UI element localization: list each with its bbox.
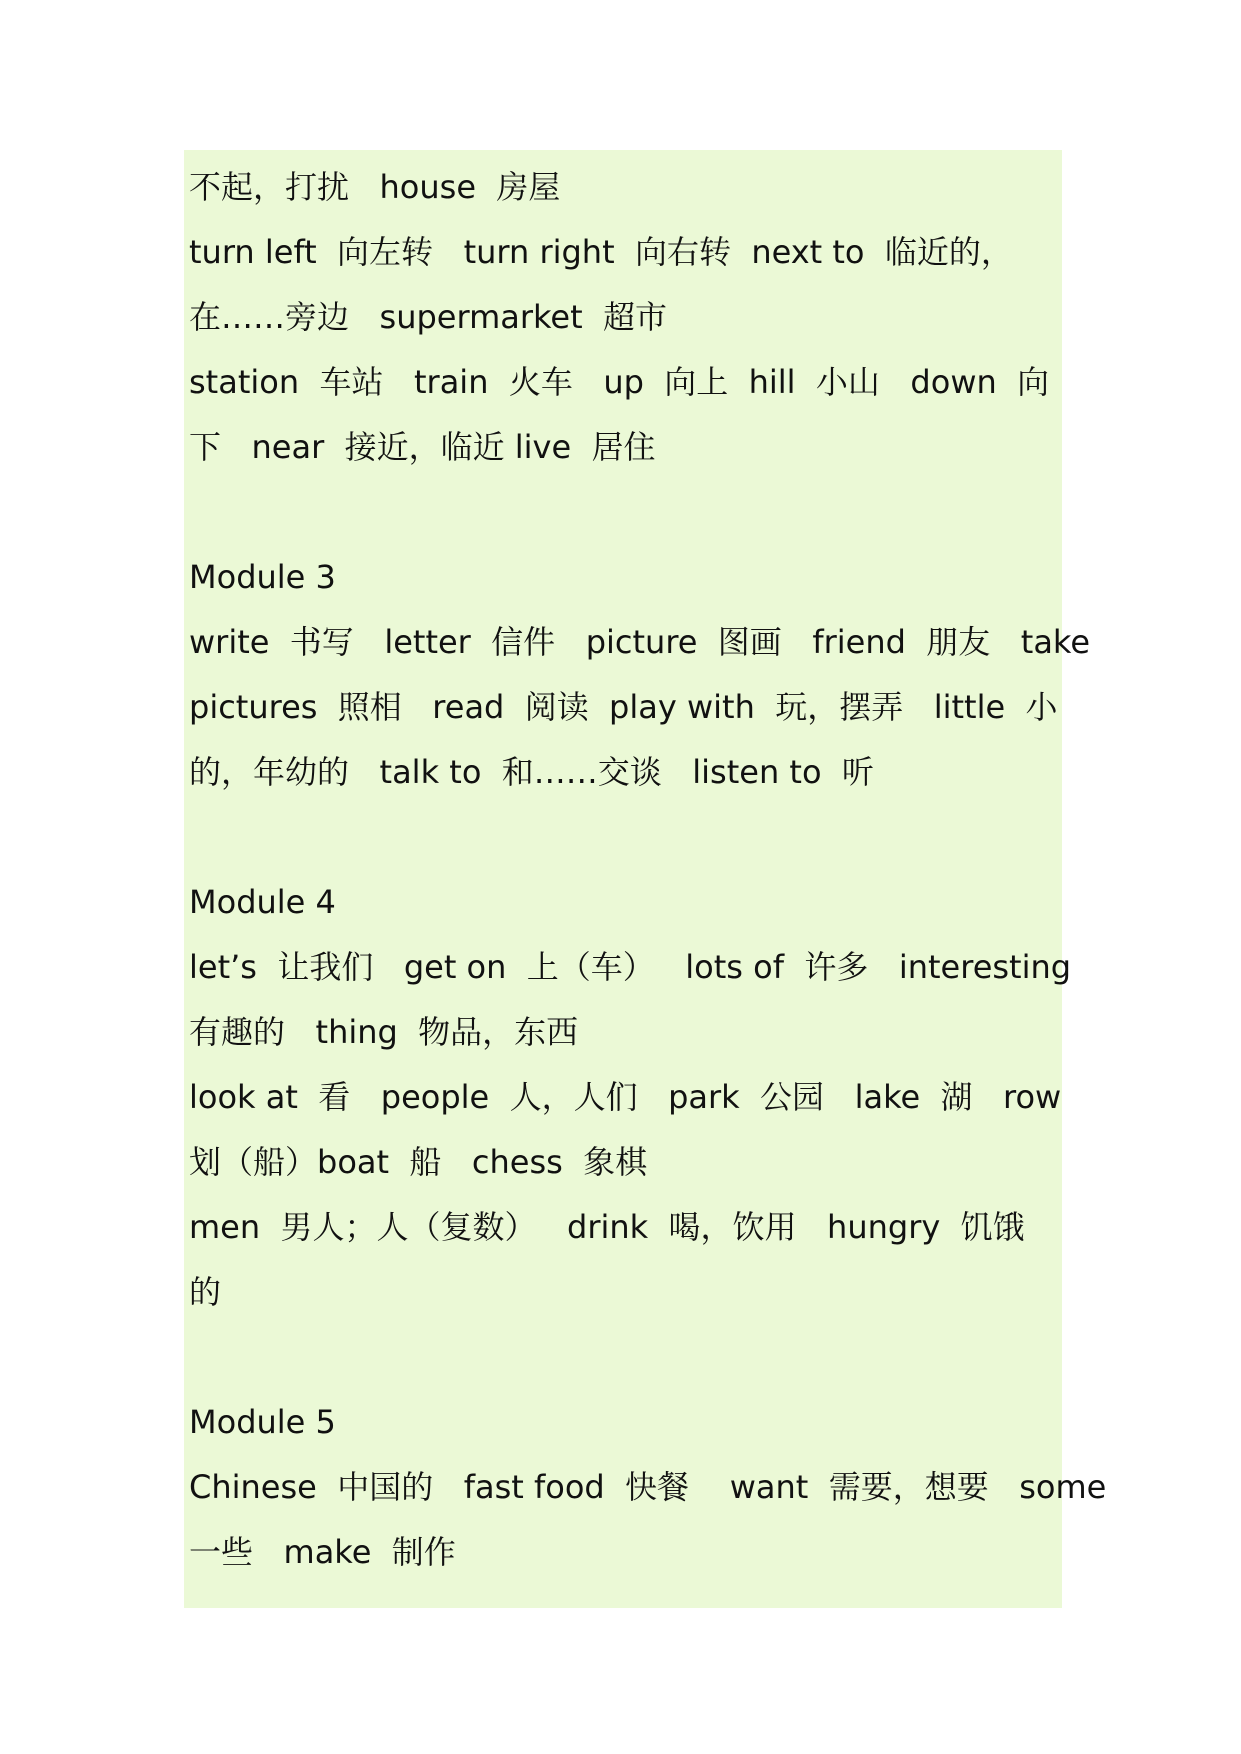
vocab-line: men 男人；人（复数） drink 喝，饮用 hungry 饥饿 — [189, 1208, 1025, 1246]
vocab-line: 划（船）boat 船 chess 象棋 — [189, 1143, 648, 1181]
vocab-line: look at 看 people 人，人们 park 公园 lake 湖 row — [189, 1078, 1062, 1116]
vocab-line: 下 near 接近，临近 live 居住 — [189, 428, 656, 466]
vocab-line: pictures 照相 read 阅读 play with 玩，摆弄 little 小 — [189, 688, 1058, 726]
module-heading: Module 3 — [189, 558, 336, 596]
blank-line — [189, 1325, 1149, 1390]
vocab-line: 的，年幼的 talk to 和……交谈 listen to 听 — [189, 753, 874, 791]
vocab-line: Chinese 中国的 fast food 快餐 want 需要，想要 some — [189, 1468, 1107, 1506]
vocab-line: station 车站 train 火车 up 向上 hill 小山 down 向 — [189, 363, 1050, 401]
vocab-line: 不起，打扰 house 房屋 — [189, 168, 561, 206]
blank-line — [189, 480, 1149, 545]
vocab-line: turn left 向左转 turn right 向右转 next to 临近的， — [189, 233, 1013, 271]
vocabulary-list — [189, 155, 1149, 1585]
vocab-line: 在……旁边 supermarket 超市 — [189, 298, 667, 336]
vocab-line: 的 — [189, 1273, 222, 1311]
vocab-line: 一些 make 制作 — [189, 1533, 456, 1571]
module-heading: Module 5 — [189, 1403, 336, 1441]
vocab-line: write 书写 letter 信件 picture 图画 friend 朋友 take — [189, 623, 1091, 661]
vocab-line: let’s 让我们 get on 上（车） lots of 许多 interesting — [189, 948, 1072, 986]
blank-line — [189, 805, 1149, 870]
vocab-line: 有趣的 thing 物品，东西 — [189, 1013, 579, 1051]
module-heading: Module 4 — [189, 883, 336, 921]
